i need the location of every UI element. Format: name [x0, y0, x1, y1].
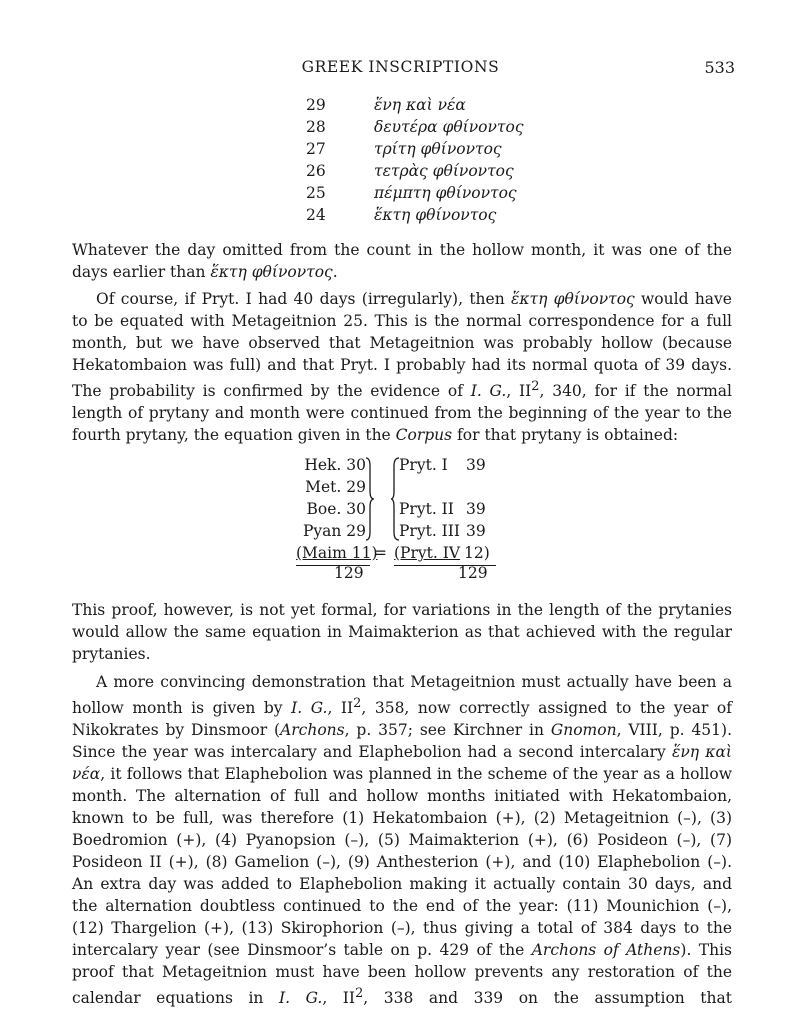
running-header-title: GREEK INSCRIPTIONS — [301, 58, 500, 76]
left-brace-icon — [390, 456, 400, 542]
sum-right: 129 — [458, 564, 488, 582]
day-greek-name: τρίτη φθίνοντος — [374, 140, 502, 158]
citation-ig: I. G. — [278, 989, 323, 1008]
day-row — [306, 138, 524, 160]
day-row — [306, 160, 524, 182]
prytany-days: 39 — [466, 500, 486, 518]
day-row — [306, 182, 524, 204]
prytany-name: (Pryt. IV — [394, 544, 461, 562]
day-row — [306, 94, 524, 116]
day-row — [306, 116, 524, 138]
day-greek-name: δευτέρα φθίνοντος — [374, 118, 524, 136]
prytany-days: 39 — [466, 522, 486, 540]
day-number: 24 — [306, 206, 326, 224]
right-brace-icon — [364, 456, 376, 542]
prytany-name: Pryt. II — [399, 500, 454, 518]
day-number: 26 — [306, 162, 326, 180]
greek-phrase: ἕκτη φθίνοντος — [511, 290, 635, 308]
day-number: 25 — [306, 184, 326, 202]
page-number: 533 — [704, 58, 735, 77]
day-number: 29 — [306, 96, 326, 114]
day-greek-name: ἕνη καὶ νέα — [374, 96, 466, 114]
month-length: Met. 29 — [305, 478, 366, 496]
sum-left: 129 — [334, 564, 364, 582]
prytany-name: Pryt. III — [399, 522, 461, 540]
paragraph-2: Of course, if Pryt. I had 40 days (irregularly), then ἕκτη φθίνοντος would have to be equated with Metageitnion 25. This is the normal correspondence for a full month, but we have observed that Metageitnion was probably hollow (because Hekatombaion was full) and that Pryt. I probably had its normal quota of 39 days. The probability is confirmed by the evidence of I. G., $II^2$, 340, for if the normal length of prytany and month were continued from the beginning of the year to the fourth prytany, the equation given in the Corpus for that prytany is obtained: — [72, 290, 733, 445]
greek-phrase: ἕνη καὶ νέα — [72, 743, 732, 784]
paragraph-3: This proof, however, is not yet formal, for variations in the length of the prytanies would allow the same equation in Maimakterion as that achieved with the regular prytanies. — [72, 601, 732, 663]
archons-title: Archons — [280, 721, 345, 740]
corpus-title: Corpus — [395, 426, 453, 445]
archons-of-athens-title: Archons of Athens — [531, 941, 681, 960]
prytany-days: 39 — [466, 456, 486, 474]
day-greek-name: ἕκτη φθίνοντος — [374, 206, 497, 224]
citation-ig: I. G. — [291, 699, 328, 718]
citation-ig: I. G. — [470, 382, 507, 401]
month-length: Boe. 30 — [306, 500, 366, 518]
day-number: 27 — [306, 140, 326, 158]
equals-sign: = — [374, 544, 387, 562]
day-greek-name: τετρὰς φθίνοντος — [374, 162, 514, 180]
day-row — [306, 204, 524, 226]
month-length: Pyan 29 — [302, 522, 366, 540]
day-number: 28 — [306, 118, 326, 136]
paragraph-1: Whatever the day omitted from the count in the hollow month, it was one of the days earlier than ἕκτη φθίνοντος. — [72, 241, 732, 281]
month-length: Hek. 30 — [304, 456, 366, 474]
prytany-name: Pryt. I — [399, 456, 448, 474]
month-length: (Maim 11) — [296, 544, 378, 562]
greek-phrase: ἕκτη φθίνοντος — [210, 263, 333, 281]
gnomon-title: Gnomon — [550, 721, 617, 740]
day-greek-name: πέμπτη φθίνοντος — [374, 184, 517, 202]
prytany-days: 12) — [464, 544, 490, 562]
paragraph-4: A more convincing demonstration that Metageitnion must actually have been a hollow month is given by I. G., $II^2$, 358, now correctly assigned to the year of Nikokrates by Dinsmoor (Archons, p. 357; see Kirchner in Gnomon, VIII, p. 451). Since the year was intercalary and Elaphebolion had a second intercalary ἕνη καὶ νέα, it follows that Elaphebolion was planned in the scheme of the year as a hollow month. The alternation of full and hollow months initiated with Hekatombaion, known to be full, was therefore (1) Hekatombaion (+), (2) Metageitnion (–), (3) Boedromion (+), (4) Pyanopsion (–), (5) Maimakterion (+), (6) Posideon (–), (7) Posideon II (+), (8) Gamelion (–), (9) Anthesterion (+), and (10) Elaphebolion (–). An extra day was added to Elaphebolion making it actually contain 30 days, and the alternation doubtless continued to the end of the year: (11) Mounichion (–), (12) Thargelion (+), (13) Skirophorion (–), thus giving a total of 384 days to the intercalary year (see Dinsmoor’s table on p. 429 of the Archons of Athens). This proof that Metageitnion must have been hollow prevents any restoration of the calendar equations in I. G., $II^2$, 338 and 339 on the assumption that — [72, 673, 733, 1008]
day-count-table — [306, 94, 524, 226]
